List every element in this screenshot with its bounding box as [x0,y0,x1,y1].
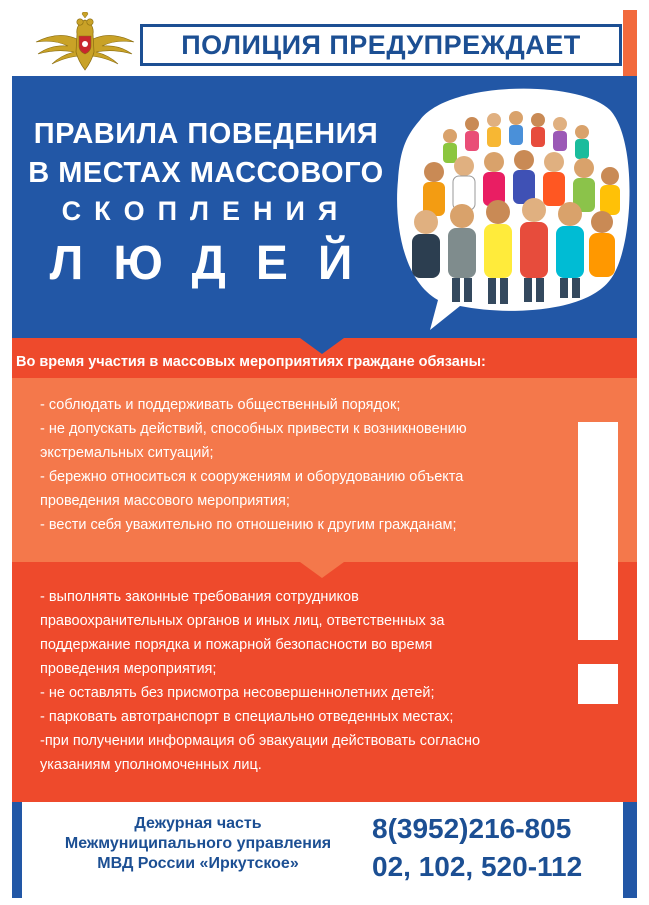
headline-line-3: СКОПЛЕНИЯ [61,196,351,226]
speech-notch [300,338,344,354]
rule-line: - не оставлять без присмотра несовершеннолетних детей; [40,685,435,701]
police-emblem-icon [32,12,138,74]
rule-line: - бережно относиться к сооружениям и оборудованию объекта [40,469,464,485]
exclamation-icon [578,422,618,640]
headline-line-1: ПРАВИЛА ПОВЕДЕНИЯ [33,118,379,150]
phone-numbers [372,810,622,886]
footer-accent-right [623,802,637,898]
headline-line-4: ЛЮДЕЙ [49,237,383,290]
header-accent [623,10,637,76]
speech-notch [300,562,344,578]
footer-accent-left [12,802,22,898]
headline-section [12,76,637,338]
rules-group-1 [40,393,580,537]
poster [12,10,637,898]
rule-line: -при получении информация об эвакуации действовать согласно [40,733,481,749]
crowd-illustration-icon [390,80,634,330]
duty-department [28,814,368,874]
phone-2[interactable]: 02, 102, 520-112 [372,851,583,882]
rule-line: поддержание порядка и пожарной безопасности во время [40,637,433,653]
rule-line: - выполнять законные требования сотрудников [40,589,359,605]
contact-footer [12,802,637,898]
rules-group-2 [40,585,580,777]
header [12,10,637,76]
rule-line: проведения мероприятия; [40,661,217,677]
rule-line: правоохранительных органов и иных лиц, ответственных за [40,613,445,629]
headline-line-2: В МЕСТАХ МАССОВОГО [28,157,384,189]
dept-line-1: Дежурная часть [134,815,262,832]
rule-line: экстремальных ситуаций; [40,445,214,461]
rules-intro: Во время участия в массовых мероприятиях граждане обязаны: [16,354,486,370]
dept-line-2: Межмуниципального управления [64,835,332,852]
dept-line-3: МВД России «Иркутское» [97,855,299,872]
phone-1[interactable]: 8(3952)216-805 [372,813,572,844]
rule-line: - соблюдать и поддерживать общественный порядок; [40,397,401,413]
rule-line: - вести себя уважительно по отношению к другим гражданам; [40,517,457,533]
rule-line: указаниям уполномоченных лиц. [40,757,262,773]
rule-line: - не допускать действий, способных привести к возникновению [40,421,467,437]
header-title: ПОЛИЦИЯ ПРЕДУПРЕЖДАЕТ [140,24,622,66]
rule-line: проведения массового мероприятия; [40,493,290,509]
rule-line: - парковать автотранспорт в специально отведенных местах; [40,709,454,725]
exclamation-dot-icon [578,664,618,704]
